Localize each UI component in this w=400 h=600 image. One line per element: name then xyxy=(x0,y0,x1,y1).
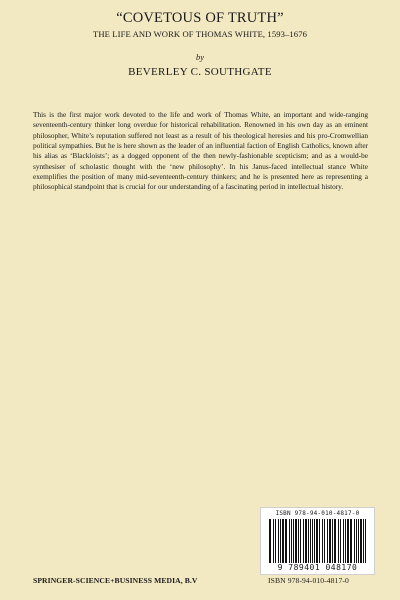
barcode-bar xyxy=(347,519,349,563)
barcode-bar xyxy=(273,519,274,563)
barcode-bar xyxy=(269,519,271,563)
barcode-bar xyxy=(278,519,279,563)
book-subtitle: THE LIFE AND WORK OF THOMAS WHITE, 1593–1676 xyxy=(93,29,307,39)
barcode-bar xyxy=(358,519,359,563)
book-title: “COVETOUS OF TRUTH” xyxy=(116,10,284,26)
barcode-bar xyxy=(285,519,287,563)
barcode-bar xyxy=(322,519,323,563)
author-name: BEVERLEY C. SOUTHGATE xyxy=(128,66,272,78)
barcode-bar xyxy=(327,519,328,563)
barcode-box xyxy=(260,507,375,575)
barcode-bar xyxy=(316,519,318,563)
barcode-bar xyxy=(298,519,299,563)
barcode-bar xyxy=(363,519,364,563)
barcode-bar xyxy=(305,519,307,563)
barcode-bar xyxy=(280,519,281,563)
barcode-digits: 9 789401 048170 xyxy=(277,563,358,572)
barcode-bar xyxy=(293,519,294,563)
barcode-bar xyxy=(275,519,276,563)
barcode-bar xyxy=(310,519,311,563)
barcode-isbn-label: ISBN 978-94-010-4817-0 xyxy=(275,510,360,517)
isbn-number: ISBN 978-94-010-4817-0 xyxy=(268,576,349,585)
barcode-bar xyxy=(350,519,352,563)
barcode-bar xyxy=(300,519,301,563)
barcode-bar xyxy=(312,519,313,563)
barcode-icon xyxy=(263,519,372,563)
barcode-bar xyxy=(314,519,315,563)
barcode-bar xyxy=(282,519,284,563)
barcode-bar xyxy=(345,519,346,563)
barcode-bar xyxy=(343,519,344,563)
barcode-bar xyxy=(319,519,320,563)
barcode-bar xyxy=(308,519,309,563)
barcode-bar xyxy=(360,519,362,563)
blurb-text: This is the first major work devoted to the life and work of Thomas White, an important and wide-ranging seventeenth-century thinker long overdue for historical rehabilitation. Renowned in his own day as an eminent philosopher, White’s reputation suffered not least as a result of his theological heresies and his pro-Cromwellian political sympathies. But he is here shown as the leader of an influential faction of English Catholics, known after his alias as ‘Blackloists’; as a dogged opponent of the then newly-fashionable scepticism; and as a would-be synthesiser of scholastic thought with the ‘new philosophy’. In his Janus-faced intellectual stance White exemplifies the position of many mid-seventeenth-century thinkers; and he is presented here as representing a philosophical standpoint that is crucial for our understanding of a fascinating period in intellectual history. xyxy=(33,110,368,192)
barcode-bar xyxy=(338,519,339,563)
barcode-bar xyxy=(356,519,357,563)
barcode-bar xyxy=(324,519,325,563)
barcode-bar xyxy=(354,519,355,563)
by-line: by xyxy=(196,53,204,62)
barcode-bar xyxy=(295,519,297,563)
barcode-bar xyxy=(340,519,341,563)
barcode-bar xyxy=(332,519,333,563)
barcode-bar xyxy=(303,519,304,563)
barcode-bar xyxy=(365,519,366,563)
barcode-bar xyxy=(329,519,331,563)
barcode-bar xyxy=(334,519,336,563)
barcode-bar xyxy=(289,519,290,563)
publisher-name: SPRINGER-SCIENCE+BUSINESS MEDIA, B.V xyxy=(33,576,198,585)
barcode-bar xyxy=(291,519,292,563)
